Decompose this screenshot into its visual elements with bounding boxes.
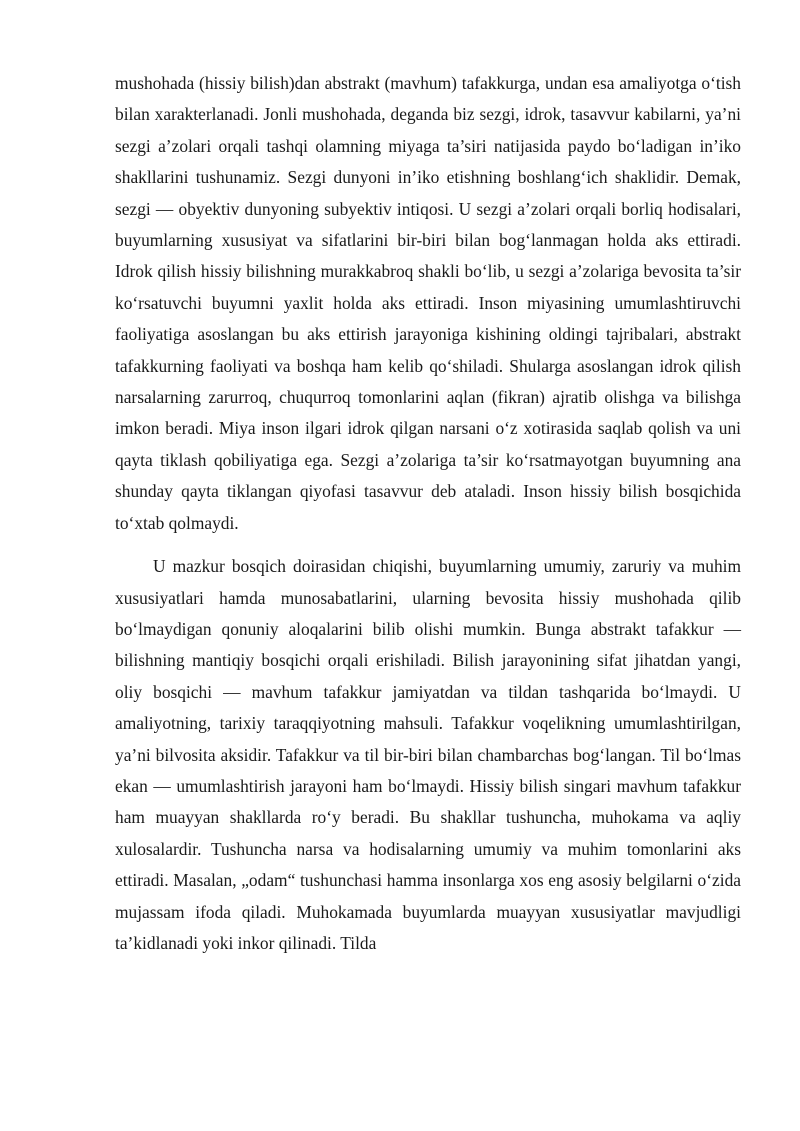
document-page [115,68,741,959]
paragraph-continued: mushohada (hissiy bilish)dan abstrakt (mavhum) tafakkurga, undan esa amaliyotga o‘tish bilan xarakterlanadi. Jonli mushohada, deganda biz sezgi, idrok, tasavvur kabilarni, ya’ni sezgi a’zolari orqali tashqi olamning miyaga ta’siri natijasida paydo bo‘ladigan in’iko shakllarini tushunamiz. Sezgi dunyoni in’iko etishning boshlang‘ich shaklidir. Demak, sezgi — obyektiv dunyoning subyektiv intiqosi. U sezgi a’zolari orqali borliq hodisalari, buyumlarning xususiyat va sifatlarini bir-biri bilan bog‘lanmagan holda aks ettiradi. Idrok qilish hissiy bilishning murakkabroq shakli bo‘lib, u sezgi a’zolariga bevosita ta’sir ko‘rsatuvchi buyumni yaxlit holda aks ettiradi. Inson miyasining umumlashtiruvchi faoliyatiga asoslangan bu aks ettirish jarayoniga kishining oldingi tajribalari, abstrakt tafakkurning faoliyati va boshqa ham kelib qo‘shiladi. Shularga asoslangan idrok qilish narsalarning zarurroq, chuqurroq tomonlarini aqlan (fikran) ajratib olishga va bilishga imkon beradi. Miya inson ilgari idrok qilgan narsani o‘z xotirasida saqlab qolish va uni qayta tiklash qobiliyatiga ega. Sezgi a’zolariga ta’sir ko‘rsatmayotgan buyumning ana shunday qayta tiklangan qiyofasi tasavvur deb ataladi. Inson hissiy bilish bosqichida to‘xtab qolmaydi. [115,73,741,533]
paragraph-second: U mazkur bosqich doirasidan chiqishi, buyumlarning umumiy, zaruriy va muhim xususiyatlari hamda munosabatlarini, ularning bevosita hissiy mushohada qilib bo‘lmaydigan qonuniy aloqalarini bilib olishi mumkin. Bunga abstrakt tafakkur — bilishning mantiqiy bosqichi orqali erishiladi. Bilish jarayonining sifat jihatdan yangi, oliy bosqichi — mavhum tafakkur jamiyatdan va tildan tashqarida bo‘lmaydi. U amaliyotning, tarixiy taraqqiyotning mahsuli. Tafakkur voqelikning umumlashtirilgan, ya’ni bilvosita aksidir. Tafakkur va til bir-biri bilan chambarchas bog‘langan. Til bo‘lmas ekan — umumlashtirish jarayoni ham bo‘lmaydi. Hissiy bilish singari mavhum tafakkur ham muayyan shakllarda ro‘y beradi. Bu shakllar tushuncha, muhokama va aqliy xulosalardir. Tushuncha narsa va hodisalarning umumiy va muhim tomonlarini aks ettiradi. Masalan, „odam“ tushunchasi hamma insonlarga xos eng asosiy belgilarni o‘zida mujassam ifoda qiladi. Muhokamada buyumlarda muayyan xususiyatlar mavjudligi ta’kidlanadi yoki inkor qilinadi. Tilda [115,556,741,953]
